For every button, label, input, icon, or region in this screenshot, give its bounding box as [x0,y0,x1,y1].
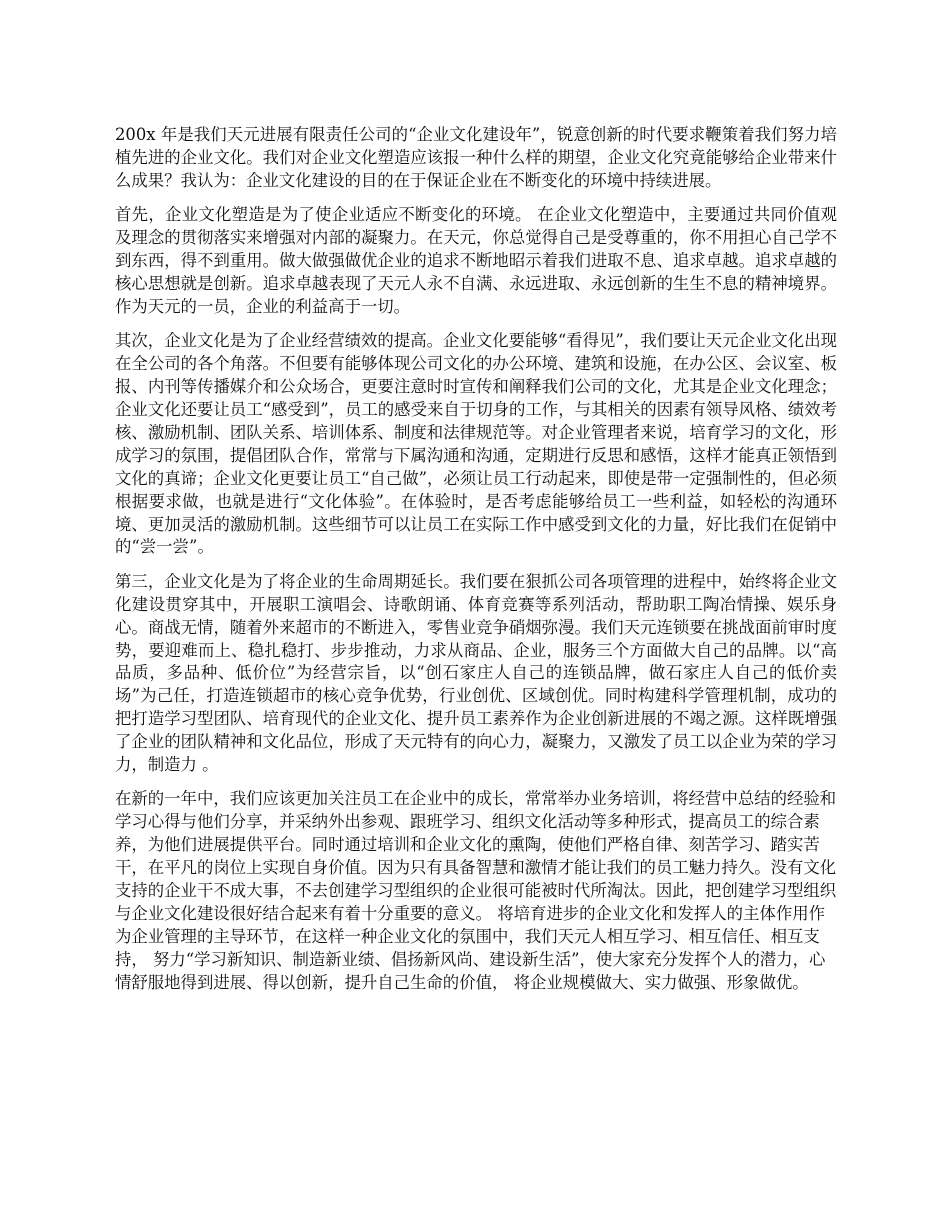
paragraph-intro: 200x 年是我们天元进展有限责任公司的“企业文化建设年”，锐意创新的时代要求鞭策着我们努力培植先进的企业文化。我们对企业文化塑造应该报一种什么样的期望，企业文化究竟能够给企业带来什么成果？我认为：企业文化建设的目的在于保证企业在不断变化的环境中持续进展。 [115,125,837,190]
paragraph-first-point: 首先，企业文化塑造是为了使企业适应不断变化的环境。 在企业文化塑造中，主要通过共同价值观及理念的贯彻落实来增强对内部的凝聚力。在天元，你总觉得自己是受尊重的，你不用担心自己学不到东西，得不到重用。做大做强做优企业的追求不断地昭示着我们进取不息、追求卓越。追求卓越的核心思想就是创新。追求卓越表现了天元人永不自满、永远进取、永远创新的生生不息的精神境界。 作为天元的一员，企业的利益高于一切。 [115,205,837,316]
document-body [115,124,837,1006]
paragraph-third-point: 第三，企业文化是为了将企业的生命周期延长。我们要在狠抓公司各项管理的进程中，始终将企业文化建设贯穿其中，开展职工演唱会、诗歌朗诵、体育竞赛等系列活动，帮助职工陶冶情操、娱乐身心。商战无情，随着外来超市的不断进入，零售业竞争硝烟弥漫。我们天元连锁要在挑战面前审时度势，要迎难而上、稳扎稳打、步步推动，力求从商品、企业，服务三个方面做大自己的品牌。以“高品质，多品种、低价位”为经营宗旨，以“创石家庄人自己的连锁品牌，做石家庄人自己的低价卖场”为己任，打造连锁超市的核心竞争优势，行业创优、区域创优。同时构建科学管理机制，成功的把打造学习型团队、培育现代的企业文化、提升员工素养作为企业创新进展的不竭之源。这样既增强了企业的团队精神和文化品位，形成了天元特有的向心力，凝聚力，又激发了员工以企业为荣的学习力，制造力 。 [115,571,837,775]
paragraph-conclusion: 在新的一年中，我们应该更加关注员工在企业中的成长，常常举办业务培训，将经营中总结的经验和学习心得与他们分享，并采纳外出参观、跟班学习、组织文化活动等多种形式，提高员工的综合素养，为他们进展提供平台。同时通过培训和企业文化的熏陶，使他们严格自律、刻苦学习、踏实苦干，在平凡的岗位上实现自身价值。因为只有具备智慧和激情才能让我们的员工魅力持久。没有文化支持的企业干不成大事，不去创建学习型组织的企业很可能被时代所淘汰。因此，把创建学习型组织与企业文化建设很好结合起来有着十分重要的意义。 将培育进步的企业文化和发挥人的主体作用作为企业管理的主导环节，在这样一种企业文化的氛围中，我们天元人相互学习、相互信任、相互支持， 努力“学习新知识、制造新业绩、倡扬新风尚、建设新生活”，使大家充分发挥个人的潜力，心情舒服地得到进展、得以创新，提升自己生命的价值， 将企业规模做大、实力做强、形象做优。 [115,789,837,992]
paragraph-second-point: 其次，企业文化是为了企业经营绩效的提高。企业文化要能够“看得见”，我们要让天元企业文化出现在全公司的各个角落。不但要有能够体现公司文化的办公环境、建筑和设施，在办公区、会议室、板报、内刊等传播媒介和公众场合，更要注意时时宣传和阐释我们公司的文化，尤其是企业文化理念；企业文化还要让员工“感受到”，员工的感受来自于切身的工作，与其相关的因素有领导风格、绩效考核、激励机制、团队关系、培训体系、制度和法律规范等。对企业管理者来说，培育学习的文化，形成学习的氛围，提倡团队合作，常常与下属沟通和沟通，定期进行反思和感悟，这样才能真正领悟到文化的真谛；企业文化更要让员工“自己做”，必须让员工行动起来，即使是带一定强制性的，但必须根据要求做，也就是进行“文化体验”。在体验时，是否考虑能够给员工一些利益，如轻松的沟通环境、更加灵活的激励机制。这些细节可以让员工在实际工作中感受到文化的力量，好比我们在促销中的“尝一尝”。 [115,331,837,557]
